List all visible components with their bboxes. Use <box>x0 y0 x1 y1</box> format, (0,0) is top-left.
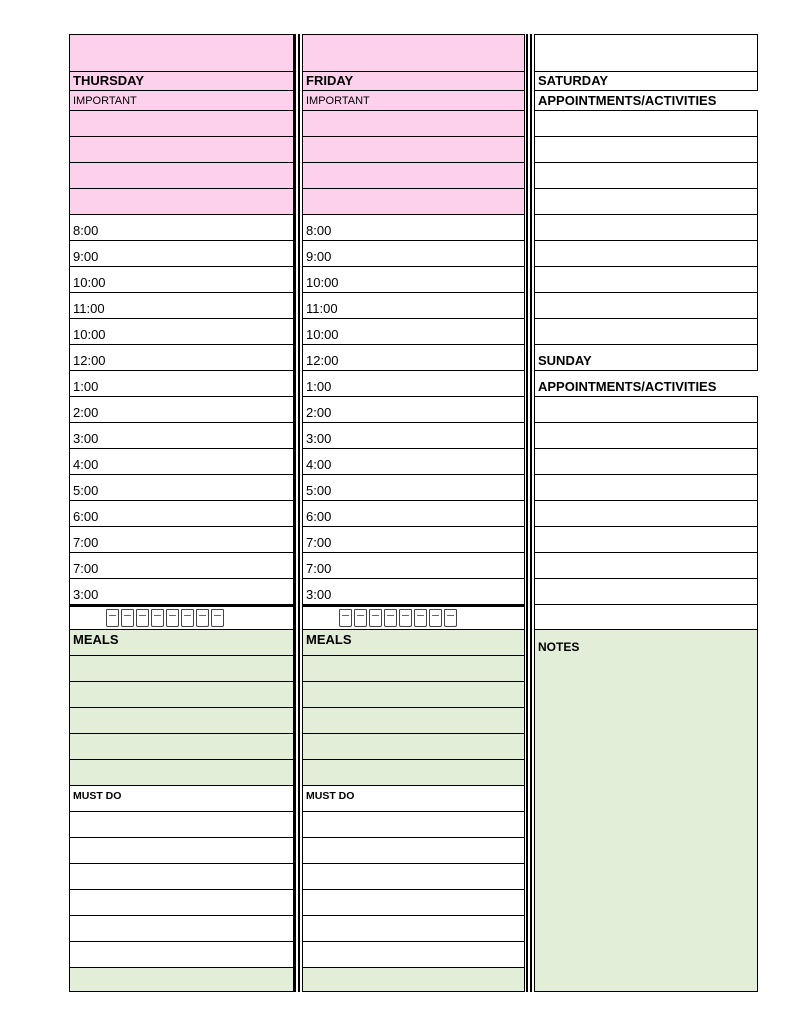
time-label: 7:00 <box>306 561 332 576</box>
thursday-time-slot[interactable] <box>69 526 294 552</box>
friday-important-label: IMPORTANT <box>306 95 370 107</box>
thursday-header-space <box>69 34 294 71</box>
time-label: 3:00 <box>73 431 99 446</box>
friday-meals-header <box>302 629 525 655</box>
thursday-meals-label: MEALS <box>73 632 119 647</box>
thursday-footer-row <box>69 967 294 992</box>
thursday-time-slot[interactable] <box>69 292 294 318</box>
friday-important-line-3[interactable] <box>302 162 525 188</box>
thursday-meal-line[interactable] <box>69 733 294 759</box>
thursday-important-line-2[interactable] <box>69 136 294 162</box>
water-glass-icon[interactable] <box>181 609 194 627</box>
friday-must-do-line[interactable] <box>302 915 525 941</box>
thursday-title-row <box>69 71 294 90</box>
thursday-time-slot[interactable] <box>69 552 294 578</box>
friday-important-line-4[interactable] <box>302 188 525 214</box>
water-glass-icon[interactable] <box>414 609 427 627</box>
time-label: 9:00 <box>306 249 332 264</box>
sunday-title: SUNDAY <box>538 353 592 368</box>
thursday-must-do-line[interactable] <box>69 941 294 967</box>
friday-must-do-line[interactable] <box>302 941 525 967</box>
time-label: 11:00 <box>73 301 105 316</box>
saturday-title: SATURDAY <box>538 73 609 88</box>
saturday-appointment-line[interactable] <box>534 292 758 318</box>
water-glass-icon[interactable] <box>339 609 352 627</box>
friday-time-slot[interactable] <box>302 292 525 318</box>
friday-title-row <box>302 71 525 90</box>
saturday-title-row <box>534 71 758 90</box>
thursday-time-slot[interactable] <box>69 448 294 474</box>
thursday-important-line-1[interactable] <box>69 110 294 136</box>
time-label: 12:00 <box>306 353 339 368</box>
notes-box[interactable] <box>534 629 758 992</box>
friday-time-slot[interactable] <box>302 526 525 552</box>
time-label: 9:00 <box>73 249 99 264</box>
sunday-appointments-row <box>534 370 758 396</box>
friday-must-do-header <box>302 785 525 811</box>
water-glass-icon[interactable] <box>121 609 134 627</box>
sunday-appointment-line[interactable] <box>534 396 758 422</box>
friday-time-slot[interactable] <box>302 240 525 266</box>
friday-title: FRIDAY <box>306 73 354 88</box>
friday-time-slot[interactable] <box>302 344 525 370</box>
column-divider <box>294 34 300 992</box>
friday-meal-line[interactable] <box>302 655 525 681</box>
time-label: 11:00 <box>306 301 338 316</box>
saturday-appointment-line[interactable] <box>534 188 758 214</box>
water-glass-icon[interactable] <box>166 609 179 627</box>
friday-time-slot[interactable] <box>302 474 525 500</box>
thursday-must-do-line[interactable] <box>69 915 294 941</box>
time-label: 3:00 <box>306 587 332 602</box>
time-label: 10:00 <box>73 327 106 342</box>
friday-meal-line[interactable] <box>302 707 525 733</box>
saturday-appointment-line[interactable] <box>534 318 758 344</box>
time-label: 2:00 <box>73 405 99 420</box>
time-label: 7:00 <box>306 535 332 550</box>
friday-meal-line[interactable] <box>302 733 525 759</box>
sunday-appointment-line[interactable] <box>534 448 758 474</box>
friday-footer-row <box>302 967 525 992</box>
time-label: 5:00 <box>306 483 332 498</box>
thursday-water-tracker <box>69 604 294 629</box>
time-label: 3:00 <box>73 587 99 602</box>
saturday-appointment-line[interactable] <box>534 110 758 136</box>
time-label: 2:00 <box>306 405 332 420</box>
thursday-must-do-line[interactable] <box>69 811 294 837</box>
time-label: 6:00 <box>306 509 332 524</box>
saturday-appointments-label: APPOINTMENTS/ACTIVITIES <box>538 93 717 108</box>
friday-water-tracker <box>302 604 525 629</box>
water-glass-icon[interactable] <box>106 609 119 627</box>
time-label: 6:00 <box>73 509 99 524</box>
saturday-appointment-line[interactable] <box>534 266 758 292</box>
friday-time-slot[interactable] <box>302 500 525 526</box>
time-label: 3:00 <box>306 431 332 446</box>
friday-time-slot[interactable] <box>302 266 525 292</box>
thursday-time-slot[interactable] <box>69 474 294 500</box>
time-label: 1:00 <box>73 379 99 394</box>
water-glass-icon[interactable] <box>429 609 442 627</box>
thursday-important-row <box>69 90 294 110</box>
thursday-must-do-line[interactable] <box>69 863 294 889</box>
time-label: 5:00 <box>73 483 99 498</box>
friday-time-slot[interactable] <box>302 448 525 474</box>
thursday-time-slot[interactable] <box>69 344 294 370</box>
sunday-appointment-line[interactable] <box>534 422 758 448</box>
water-glass-icon[interactable] <box>444 609 457 627</box>
thursday-time-slot[interactable] <box>69 396 294 422</box>
saturday-appointments-row <box>534 90 758 110</box>
friday-time-slot[interactable] <box>302 370 525 396</box>
thursday-important-line-3[interactable] <box>69 162 294 188</box>
thursday-must-do-label: MUST DO <box>73 790 122 802</box>
friday-time-slot[interactable] <box>302 318 525 344</box>
time-label: 4:00 <box>306 457 332 472</box>
thursday-title: THURSDAY <box>73 73 145 88</box>
saturday-appointment-line[interactable] <box>534 214 758 240</box>
time-label: 8:00 <box>73 223 99 238</box>
notes-label: NOTES <box>538 640 580 654</box>
friday-meals-label: MEALS <box>306 632 352 647</box>
friday-header-space <box>302 34 525 71</box>
water-glasses <box>339 609 457 627</box>
thursday-must-do-line[interactable] <box>69 837 294 863</box>
friday-must-do-line[interactable] <box>302 863 525 889</box>
thursday-important-label: IMPORTANT <box>73 95 137 107</box>
friday-must-do-line[interactable] <box>302 837 525 863</box>
friday-time-slot[interactable] <box>302 422 525 448</box>
sunday-appointment-line[interactable] <box>534 552 758 578</box>
thursday-meal-line[interactable] <box>69 655 294 681</box>
friday-must-do-label: MUST DO <box>306 790 355 802</box>
water-glasses <box>106 609 224 627</box>
saturday-header-space <box>534 34 758 71</box>
thursday-time-slot[interactable] <box>69 422 294 448</box>
time-label: 7:00 <box>73 535 99 550</box>
thursday-time-slot[interactable] <box>69 500 294 526</box>
thursday-time-slot[interactable] <box>69 370 294 396</box>
water-glass-icon[interactable] <box>384 609 397 627</box>
sunday-appointment-line[interactable] <box>534 526 758 552</box>
water-glass-icon[interactable] <box>136 609 149 627</box>
thursday-time-slot[interactable] <box>69 240 294 266</box>
water-glass-icon[interactable] <box>151 609 164 627</box>
time-label: 10:00 <box>306 275 339 290</box>
friday-meal-line[interactable] <box>302 759 525 785</box>
thursday-meal-line[interactable] <box>69 681 294 707</box>
thursday-important-line-4[interactable] <box>69 188 294 214</box>
saturday-appointment-line[interactable] <box>534 240 758 266</box>
thursday-must-do-line[interactable] <box>69 889 294 915</box>
friday-must-do-line[interactable] <box>302 889 525 915</box>
sunday-appointments-label: APPOINTMENTS/ACTIVITIES <box>538 379 717 394</box>
friday-time-slot[interactable] <box>302 578 525 604</box>
water-glass-icon[interactable] <box>196 609 209 627</box>
time-label: 8:00 <box>306 223 332 238</box>
sunday-appointment-line[interactable] <box>534 578 758 604</box>
time-label: 4:00 <box>73 457 99 472</box>
friday-must-do-line[interactable] <box>302 811 525 837</box>
time-label: 10:00 <box>306 327 339 342</box>
time-label: 7:00 <box>73 561 99 576</box>
water-glass-icon[interactable] <box>399 609 412 627</box>
water-glass-icon[interactable] <box>354 609 367 627</box>
thursday-meal-line[interactable] <box>69 707 294 733</box>
sunday-appointment-line[interactable] <box>534 604 758 629</box>
friday-important-line-1[interactable] <box>302 110 525 136</box>
column-divider <box>526 34 532 992</box>
friday-time-slot[interactable] <box>302 214 525 240</box>
friday-important-row <box>302 90 525 110</box>
thursday-meal-line[interactable] <box>69 759 294 785</box>
saturday-appointment-line[interactable] <box>534 162 758 188</box>
friday-time-slot[interactable] <box>302 396 525 422</box>
thursday-time-slot[interactable] <box>69 318 294 344</box>
water-glass-icon[interactable] <box>211 609 224 627</box>
thursday-time-slot[interactable] <box>69 266 294 292</box>
friday-meal-line[interactable] <box>302 681 525 707</box>
thursday-must-do-header <box>69 785 294 811</box>
sunday-appointment-line[interactable] <box>534 500 758 526</box>
time-label: 12:00 <box>73 353 106 368</box>
water-glass-icon[interactable] <box>369 609 382 627</box>
saturday-appointment-line[interactable] <box>534 136 758 162</box>
time-label: 10:00 <box>73 275 106 290</box>
friday-important-line-2[interactable] <box>302 136 525 162</box>
thursday-time-slot[interactable] <box>69 214 294 240</box>
time-label: 1:00 <box>306 379 332 394</box>
thursday-time-slot[interactable] <box>69 578 294 604</box>
sunday-appointment-line[interactable] <box>534 474 758 500</box>
friday-time-slot[interactable] <box>302 552 525 578</box>
sunday-title-row <box>534 344 758 370</box>
thursday-meals-header <box>69 629 294 655</box>
